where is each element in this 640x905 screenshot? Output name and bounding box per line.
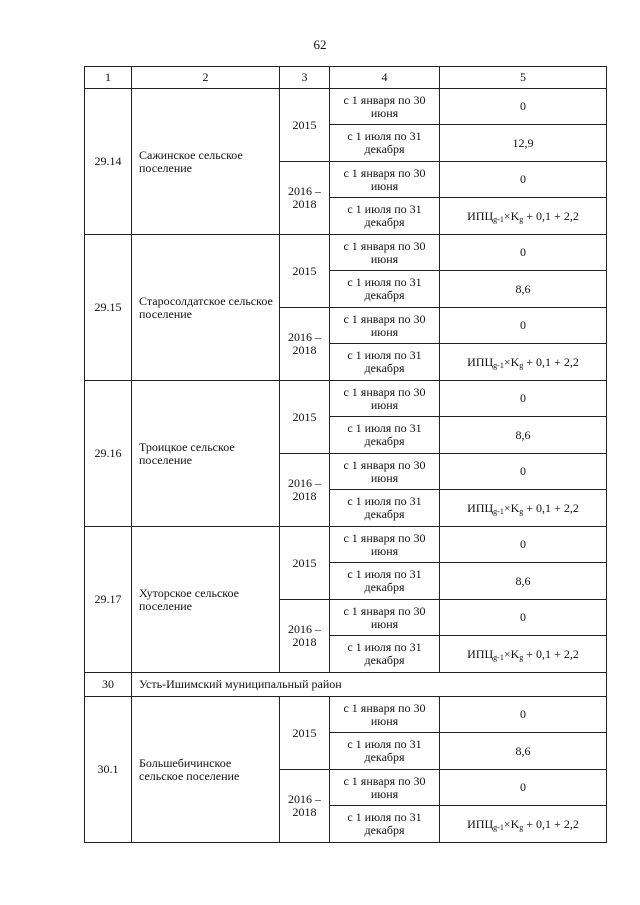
value-cell bbox=[440, 490, 607, 527]
value-cell: 0 bbox=[440, 308, 607, 344]
value-cell: 0 bbox=[440, 381, 607, 417]
page-number: 62 bbox=[313, 37, 327, 52]
value-cell bbox=[440, 198, 607, 235]
table-body bbox=[85, 67, 607, 843]
row-number: 30.1 bbox=[85, 697, 132, 843]
table-row bbox=[85, 381, 607, 417]
value-cell: 0 bbox=[440, 600, 607, 636]
column-header: 3 bbox=[280, 67, 330, 89]
value-cell bbox=[440, 636, 607, 673]
formula-mult: ×K bbox=[503, 354, 520, 369]
value-cell: 8,6 bbox=[440, 271, 607, 308]
period-cell: с 1 января по 30 июня bbox=[330, 770, 440, 806]
period-cell: с 1 июля по 31 декабря bbox=[330, 563, 440, 600]
period-cell: с 1 января по 30 июня bbox=[330, 308, 440, 344]
column-header: 5 bbox=[440, 67, 607, 89]
column-header: 2 bbox=[132, 67, 280, 89]
formula-mult: ×K bbox=[503, 646, 520, 661]
formula-subscript: g bbox=[519, 822, 524, 832]
period-cell: с 1 июля по 31 декабря bbox=[330, 806, 440, 843]
value-cell: 0 bbox=[440, 162, 607, 198]
formula-mult: ×K bbox=[503, 208, 520, 223]
period-cell: с 1 июля по 31 декабря bbox=[330, 417, 440, 454]
formula-tail: + 0,1 + 2,2 bbox=[523, 816, 579, 831]
row-number: 29.16 bbox=[85, 381, 132, 527]
row-number: 29.14 bbox=[85, 89, 132, 235]
formula-subscript: g bbox=[519, 506, 524, 516]
formula-subscript: g-1 bbox=[493, 506, 504, 516]
settlement-name: Сажинское сельское поселение bbox=[132, 89, 280, 235]
value-cell: 8,6 bbox=[440, 733, 607, 770]
table-row bbox=[85, 697, 607, 733]
year-cell: 2015 bbox=[280, 235, 330, 308]
period-cell: с 1 июля по 31 декабря bbox=[330, 344, 440, 381]
district-name: Усть-Ишимский муниципальный район bbox=[132, 673, 607, 697]
formula-subscript: g-1 bbox=[493, 652, 504, 662]
table-row bbox=[85, 527, 607, 563]
settlement-name: Старосолдатское сельское поселение bbox=[132, 235, 280, 381]
period-cell: с 1 июля по 31 декабря bbox=[330, 125, 440, 162]
formula-subscript: g-1 bbox=[493, 822, 504, 832]
period-cell: с 1 января по 30 июня bbox=[330, 600, 440, 636]
value-cell: 0 bbox=[440, 770, 607, 806]
settlement-name: Хуторское сельское поселение bbox=[132, 527, 280, 673]
value-cell: 12,9 bbox=[440, 125, 607, 162]
row-number: 29.17 bbox=[85, 527, 132, 673]
formula-base: ИПЦ bbox=[467, 354, 494, 369]
formula-mult: ×K bbox=[503, 500, 520, 515]
value-cell: 0 bbox=[440, 89, 607, 125]
formula-tail: + 0,1 + 2,2 bbox=[523, 500, 579, 515]
settlement-name: Троицкое сельское поселение bbox=[132, 381, 280, 527]
period-cell: с 1 июля по 31 декабря bbox=[330, 198, 440, 235]
tariff-table bbox=[84, 66, 607, 843]
year-cell: 2015 bbox=[280, 697, 330, 770]
value-cell: 8,6 bbox=[440, 563, 607, 600]
period-cell: с 1 января по 30 июня bbox=[330, 381, 440, 417]
formula-subscript: g-1 bbox=[493, 214, 504, 224]
year-cell: 2016 – 2018 bbox=[280, 600, 330, 673]
table-row bbox=[85, 89, 607, 125]
period-cell: с 1 января по 30 июня bbox=[330, 697, 440, 733]
period-cell: с 1 июля по 31 декабря bbox=[330, 271, 440, 308]
district-row bbox=[85, 673, 607, 697]
district-number: 30 bbox=[85, 673, 132, 697]
period-cell: с 1 января по 30 июня bbox=[330, 235, 440, 271]
year-cell: 2016 – 2018 bbox=[280, 162, 330, 235]
period-cell: с 1 июля по 31 декабря bbox=[330, 733, 440, 770]
period-cell: с 1 января по 30 июня bbox=[330, 527, 440, 563]
settlement-name: Большебичинское сельское поселение bbox=[132, 697, 280, 843]
value-cell bbox=[440, 344, 607, 381]
header-row bbox=[85, 67, 607, 89]
value-cell bbox=[440, 806, 607, 843]
column-header: 1 bbox=[85, 67, 132, 89]
formula-base: ИПЦ bbox=[467, 816, 494, 831]
formula-tail: + 0,1 + 2,2 bbox=[523, 354, 579, 369]
formula-subscript: g-1 bbox=[493, 360, 504, 370]
column-header: 4 bbox=[330, 67, 440, 89]
formula-tail: + 0,1 + 2,2 bbox=[523, 646, 579, 661]
period-cell: с 1 июля по 31 декабря bbox=[330, 490, 440, 527]
formula-base: ИПЦ bbox=[467, 208, 494, 223]
year-cell: 2015 bbox=[280, 381, 330, 454]
year-cell: 2016 – 2018 bbox=[280, 308, 330, 381]
year-cell: 2016 – 2018 bbox=[280, 770, 330, 843]
formula-mult: ×K bbox=[503, 816, 520, 831]
value-cell: 0 bbox=[440, 454, 607, 490]
value-cell: 8,6 bbox=[440, 417, 607, 454]
table-row bbox=[85, 235, 607, 271]
value-cell: 0 bbox=[440, 527, 607, 563]
period-cell: с 1 июля по 31 декабря bbox=[330, 636, 440, 673]
formula-subscript: g bbox=[519, 214, 524, 224]
formula-base: ИПЦ bbox=[467, 500, 494, 515]
value-cell: 0 bbox=[440, 235, 607, 271]
period-cell: с 1 января по 30 июня bbox=[330, 89, 440, 125]
formula-subscript: g bbox=[519, 652, 524, 662]
year-cell: 2015 bbox=[280, 527, 330, 600]
formula-tail: + 0,1 + 2,2 bbox=[523, 208, 579, 223]
formula-subscript: g bbox=[519, 360, 524, 370]
formula-base: ИПЦ bbox=[467, 646, 494, 661]
period-cell: с 1 января по 30 июня bbox=[330, 454, 440, 490]
row-number: 29.15 bbox=[85, 235, 132, 381]
value-cell: 0 bbox=[440, 697, 607, 733]
year-cell: 2016 – 2018 bbox=[280, 454, 330, 527]
period-cell: с 1 января по 30 июня bbox=[330, 162, 440, 198]
year-cell: 2015 bbox=[280, 89, 330, 162]
